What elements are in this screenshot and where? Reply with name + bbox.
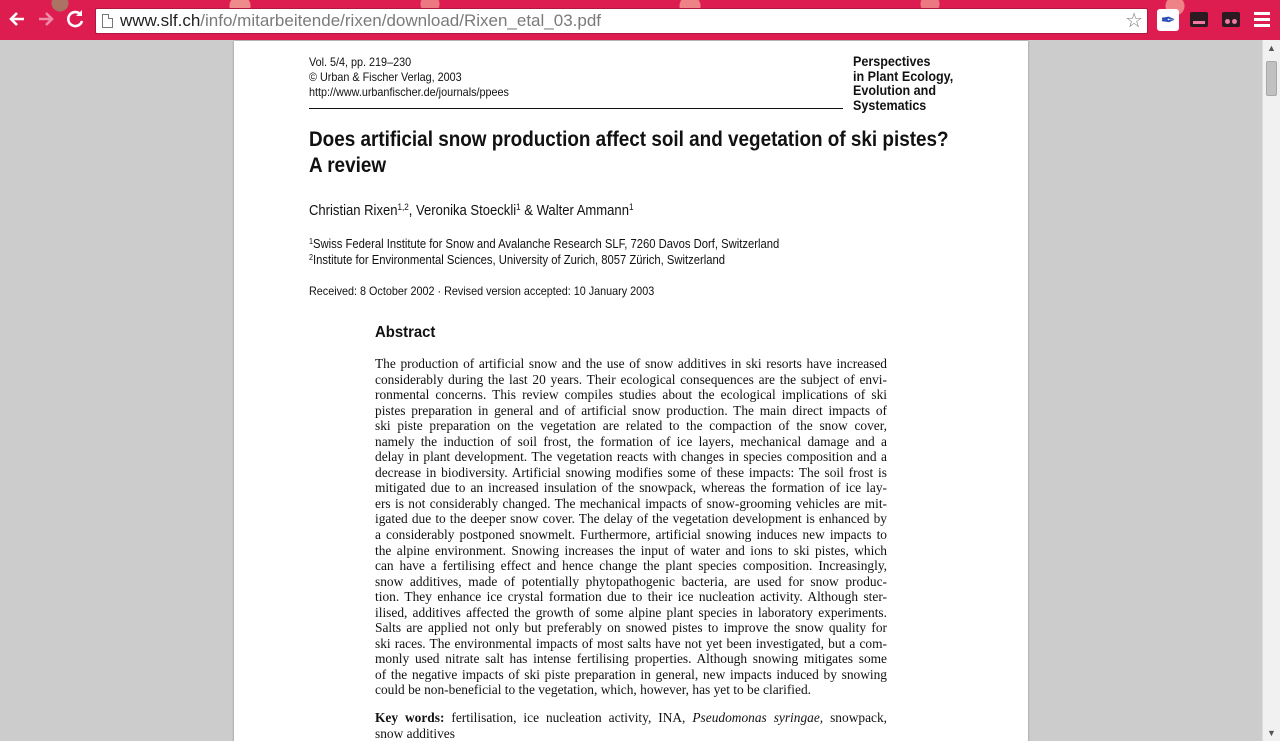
forward-arrow-icon [35,8,57,30]
abstract-line: can have a fertilising effect and hence change the plant species composition. Increasingly, [375,558,887,574]
abstract-line: considerably during the last 20 years. Their ecological consequences are the subject of envi- [375,371,887,387]
abstract-line: Salts are applied not only but preferably on snowed pistes to improve the snow quality for [375,620,887,636]
scroll-down-arrow-icon[interactable]: ▼ [1267,728,1276,738]
abstract-line: decrease in biodiversity. Artificial snowing modifies some of these impacts: The soil frost is [375,464,887,480]
keywords [375,710,887,741]
back-button[interactable] [6,8,28,30]
author-name: Veronika Stoeckli [416,203,517,219]
abstract-line: snow additives, made of potentially phytopathogenic bacteria, are used for snow produc- [375,573,887,589]
journal-name [853,55,953,113]
journal-line: in Plant Ecology, [853,68,954,84]
scroll-up-arrow-icon[interactable]: ▲ [1267,43,1276,53]
scrollbar-thumb[interactable] [1266,61,1277,96]
extension-feather-icon[interactable]: ✒ [1157,9,1179,31]
keywords-text: fertilisation, ice nucleation activity, INA, [444,710,693,725]
author-affiliation-marker: 1,2 [397,202,409,212]
extension-eyes-icon[interactable] [1220,9,1242,31]
keywords-text: snowpack, [823,710,887,725]
affiliation-text: Swiss Federal Institute for Snow and Avalanche Research SLF, 7260 Davos Dorf, Switzerland [313,237,780,251]
abstract-heading: Abstract [375,324,436,341]
abstract-line: tion. They enhance ice crystal formation due to their ice nucleation activity. Although ster- [375,589,887,605]
received-dates: Received: 8 October 2002 · Revised version accepted: 10 January 2003 [309,284,655,298]
abstract-line: of the negative impacts of ski piste preparation in general, new impacts induced by snowing [375,666,887,682]
affiliations [309,236,779,268]
abstract-line: namely the induction of soil frost, the formation of ice layers, mechanical damage and a [375,433,887,449]
abstract-line: ers is not considerably changed. The mechanical impacts of snow-grooming vehicles are mit- [375,495,887,511]
title-line: A review [309,154,387,177]
abstract-line: The production of artificial snow and the use of snow additives in ski resorts have increased [375,356,887,371]
title-line: Does artificial snow production affect soil and vegetation of ski pistes? [309,128,949,151]
pdf-viewport[interactable] [0,40,1262,741]
menu-icon[interactable] [1254,12,1270,28]
keywords-label: Key words: [375,710,445,725]
abstract-body [375,356,887,698]
journal-line: Perspectives [853,54,931,69]
page-icon [102,14,113,28]
journal-url: http://www.urbanfischer.de/journals/ppees [309,85,509,99]
abstract-line: igated due to the deeper snow cover. The delay of the vegetation development is enhanced by [375,511,887,527]
keywords-line [375,710,887,726]
pdf-page [234,41,1028,741]
abstract-line: could be non-beneficial to the vegetation, which, however, has yet to be clarified. [375,682,811,698]
author-affiliation-marker: 1 [628,202,634,212]
affiliation-marker: 2 [309,253,314,262]
journal-line: Evolution and [853,83,937,98]
author-affiliation-marker: 1 [516,202,521,212]
volume-line: Vol. 5/4, pp. 219–230 [309,55,412,69]
forward-button[interactable] [35,8,57,30]
keywords-line: snow additives [375,725,455,741]
affiliation-text: Institute for Environmental Sciences, University of Zurich, 8057 Zürich, Switzerland [313,253,726,267]
bookmark-star-icon[interactable]: ☆ [1125,10,1143,32]
abstract-line: monly used nitrate salt has intense fertilising properties. Although snowing mitigates some [375,651,887,667]
abstract-line: ilised, additives affected the growth of some alpine plant species in laboratory experiments. [375,604,887,620]
abstract-line: a considerably postponed snowmelt. Furthermore, artificial snowing induces new impacts to [375,527,887,543]
url-text[interactable] [120,9,601,33]
keywords-species: Pseudomonas syringae, [692,710,824,725]
abstract-line: ski piste preparation on the vegetation are related to the compaction of the snow cover, [375,418,887,434]
abstract-line: ronmental concerns. This review compiles studies about the ecological implications of ski [375,387,887,403]
abstract-line: ski races. The environmental impacts of most salts have not yet been investigated, but a com- [375,635,887,651]
abstract-line: pistes preparation in general and of artificial snow production. The main direct impacts of [375,402,887,418]
paper-title [309,127,957,179]
publication-meta [309,55,509,100]
abstract-line: mitigated due to an increased insulation of the snowpack, whereas the formation of ice lay- [375,480,887,496]
address-bar[interactable] [95,8,1148,34]
affiliation [309,236,779,252]
author-name: Christian Rixen [309,203,398,219]
reload-icon [64,8,86,30]
url-host: www.slf.ch [120,11,201,30]
affiliation-marker: 1 [309,237,314,246]
header-rule [309,108,843,109]
author-separator: , [408,203,417,219]
author-separator: & [520,203,537,219]
extension-screen-icon[interactable] [1188,9,1210,31]
back-arrow-icon [6,8,28,30]
author-name: Walter Ammann [536,203,629,219]
abstract-line: delay in plant development. The vegetation reacts with changes in species composition and a [375,449,887,465]
browser-toolbar [0,0,1280,40]
url-path: /info/mitarbeitende/rixen/download/Rixen_etal_03.pdf [200,11,602,30]
vertical-scrollbar[interactable] [1262,40,1280,741]
journal-line: Systematics [853,97,927,113]
abstract-line: the alpine environment. Snowing increases the input of water and ions to ski pistes, which [375,542,887,558]
affiliation [309,252,779,268]
author-list [309,203,633,219]
reload-button[interactable] [64,8,86,30]
copyright-line: © Urban & Fischer Verlag, 2003 [309,70,462,84]
